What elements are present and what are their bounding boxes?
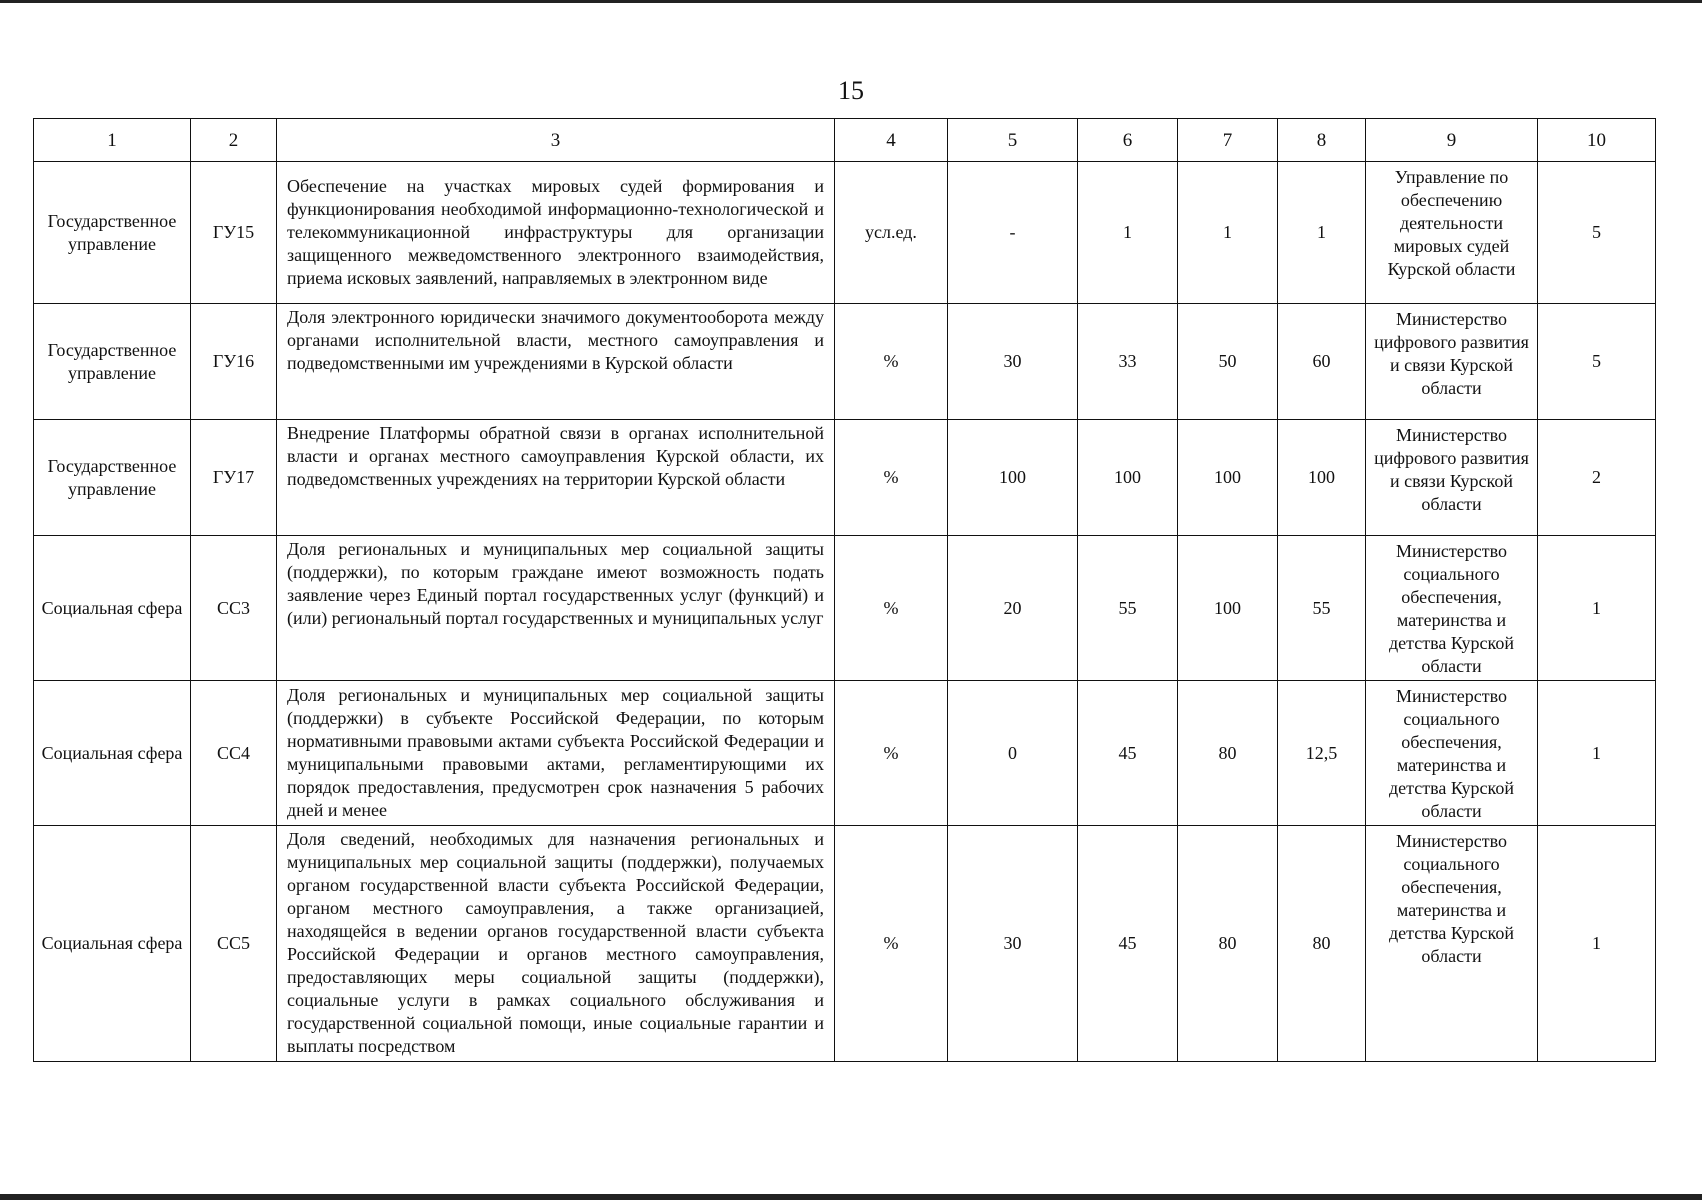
indicators-table [33,118,1656,1062]
value-cell-8: 1 [1278,162,1366,304]
description-cell: Обеспечение на участках мировых судей формирования и функционирования необходимой информационно-технологической и телекоммуникационной инфраструктуры для организации защищенного межведомственного электронного взаимодействия, приема исковых заявлений, направляемых в электронном виде [277,162,835,304]
sphere-cell: Социальная сфера [34,826,191,1062]
description-cell: Доля сведений, необходимых для назначения региональных и муниципальных мер социальной защиты (поддержки), получаемых органом государственной власти субъекта Российской Федерации, органом местного самоуправления, а также организацией, находящейся в ведении органов государственной власти субъекта Российской Федерации и органов местного самоуправления, предоставляющих меры социальной защиты (поддержки), социальные услуги в рамках социального обслуживания и государственной социальной помощи, иные социальные гарантии и выплаты посредством [277,826,835,1062]
column-number: 9 [1366,119,1538,162]
description-cell: Доля региональных и муниципальных мер социальной защиты (поддержки), по которым граждане имеют возможность подать заявление через Единый портал государственных услуг (функций) и (или) региональный портал государственных и муниципальных услуг [277,536,835,681]
value-cell-6: 1 [1078,162,1178,304]
value-cell-7: 1 [1178,162,1278,304]
column-number: 3 [277,119,835,162]
description-cell: Доля электронного юридически значимого документооборота между органами исполнительной власти, местного самоуправления и подведомственными им учреждениями в Курской области [277,304,835,420]
value-cell-8: 55 [1278,536,1366,681]
responsible-org-cell: Министерство социального обеспечения, материнства и детства Курской области [1366,826,1538,1062]
scan-edge-top [0,0,1702,3]
code-cell: СС3 [191,536,277,681]
responsible-org-cell: Министерство социального обеспечения, материнства и детства Курской области [1366,536,1538,681]
value-cell-7: 50 [1178,304,1278,420]
code-cell: ГУ15 [191,162,277,304]
value-cell-6: 45 [1078,826,1178,1062]
scan-edge-bottom [0,1194,1702,1200]
value-cell-10: 5 [1538,162,1656,304]
table-row [34,536,1656,681]
value-cell-6: 45 [1078,681,1178,826]
page-number: 15 [838,76,864,105]
unit-cell: % [835,304,948,420]
code-cell: СС5 [191,826,277,1062]
value-cell-5: 20 [948,536,1078,681]
value-cell-10: 1 [1538,536,1656,681]
column-number: 1 [34,119,191,162]
value-cell-7: 80 [1178,826,1278,1062]
unit-cell: усл.ед. [835,162,948,304]
responsible-org-cell: Министерство социального обеспечения, материнства и детства Курской области [1366,681,1538,826]
value-cell-8: 60 [1278,304,1366,420]
value-cell-5: 30 [948,826,1078,1062]
unit-cell: % [835,681,948,826]
unit-cell: % [835,826,948,1062]
column-number: 5 [948,119,1078,162]
value-cell-8: 12,5 [1278,681,1366,826]
description-cell: Доля региональных и муниципальных мер социальной защиты (поддержки) в субъекте Российской Федерации, по которым нормативными правовыми актами субъекта Российской Федерации и муниципальными правовыми актами, регламентирующими их порядок предоставления, предусмотрен срок назначения 5 рабочих дней и менее [277,681,835,826]
sphere-cell: Государственное управление [34,420,191,536]
unit-cell: % [835,536,948,681]
column-number-row [34,119,1656,162]
value-cell-7: 80 [1178,681,1278,826]
value-cell-5: 100 [948,420,1078,536]
value-cell-10: 2 [1538,420,1656,536]
code-cell: ГУ17 [191,420,277,536]
table-row [34,304,1656,420]
value-cell-5: 30 [948,304,1078,420]
sphere-cell: Социальная сфера [34,681,191,826]
sphere-cell: Государственное управление [34,304,191,420]
column-number: 6 [1078,119,1178,162]
sphere-cell: Социальная сфера [34,536,191,681]
responsible-org-cell: Министерство цифрового развития и связи Курской области [1366,420,1538,536]
value-cell-10: 1 [1538,826,1656,1062]
responsible-org-cell: Управление по обеспечению деятельности мировых судей Курской области [1366,162,1538,304]
value-cell-6: 100 [1078,420,1178,536]
value-cell-5: 0 [948,681,1078,826]
unit-cell: % [835,420,948,536]
sphere-cell: Государственное управление [34,162,191,304]
value-cell-7: 100 [1178,420,1278,536]
value-cell-6: 55 [1078,536,1178,681]
value-cell-7: 100 [1178,536,1278,681]
value-cell-8: 100 [1278,420,1366,536]
table-row [34,420,1656,536]
column-number: 7 [1178,119,1278,162]
value-cell-5: - [948,162,1078,304]
value-cell-10: 5 [1538,304,1656,420]
description-cell: Внедрение Платформы обратной связи в органах исполнительной власти и органах местного самоуправления Курской области, их подведомственных учреждениях на территории Курской области [277,420,835,536]
value-cell-6: 33 [1078,304,1178,420]
value-cell-10: 1 [1538,681,1656,826]
table-row [34,162,1656,304]
column-number: 2 [191,119,277,162]
column-number: 4 [835,119,948,162]
code-cell: ГУ16 [191,304,277,420]
code-cell: СС4 [191,681,277,826]
column-number: 8 [1278,119,1366,162]
table-row [34,826,1656,1062]
table-row [34,681,1656,826]
column-number: 10 [1538,119,1656,162]
responsible-org-cell: Министерство цифрового развития и связи Курской области [1366,304,1538,420]
value-cell-8: 80 [1278,826,1366,1062]
